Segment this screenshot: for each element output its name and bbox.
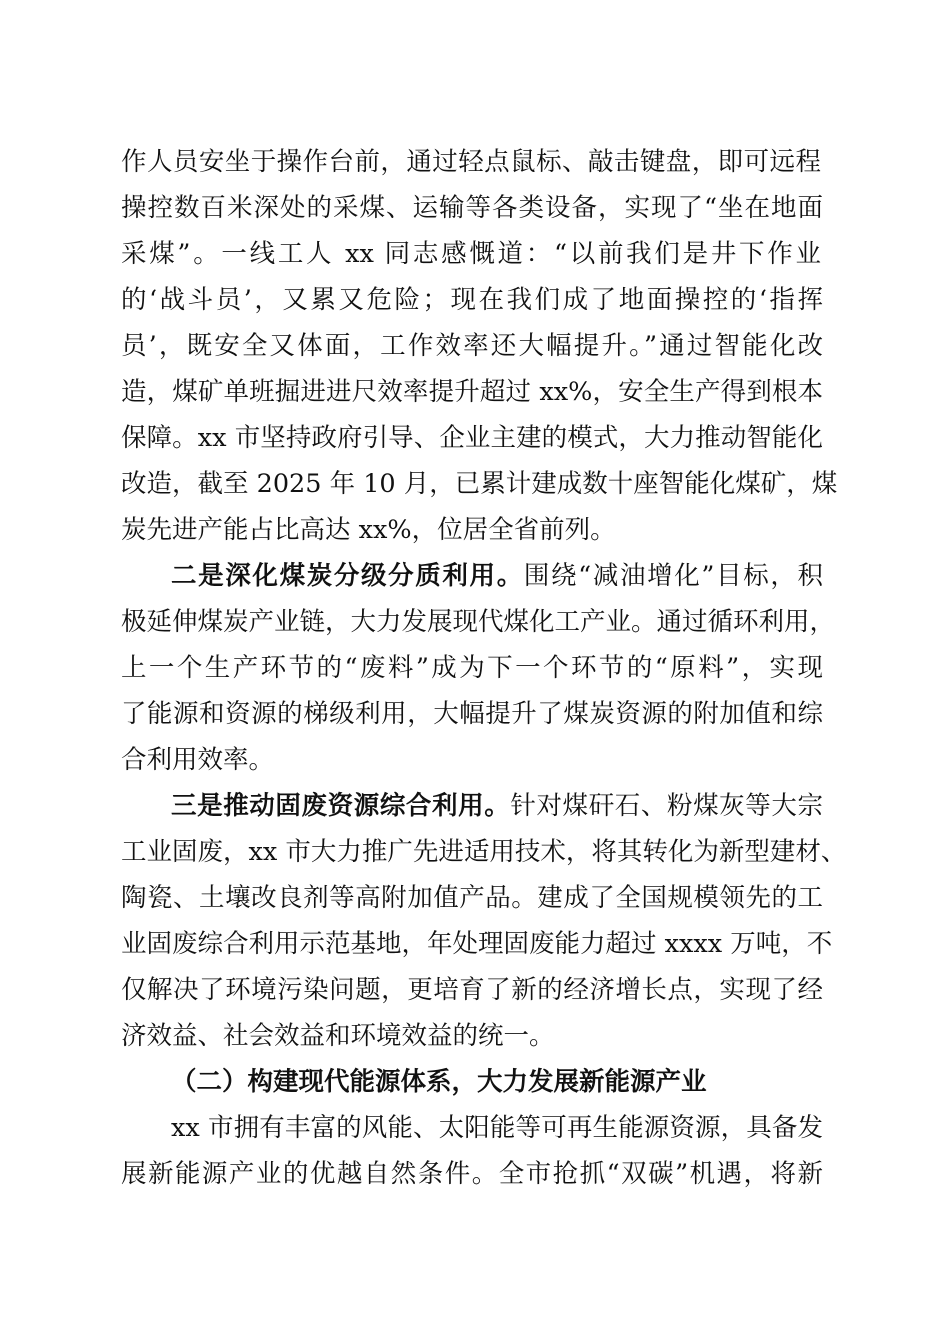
paragraph-line: 保障。xx 市坚持政府引导、企业主建的模式，大力推动智能化 [121, 423, 823, 453]
paragraph-line: 陶瓷、土壤改良剂等高附加值产品。建成了全国规模领先的工 [121, 883, 823, 913]
paragraph-line: 工业固废，xx 市大力推广先进适用技术，将其转化为新型建材、 [121, 837, 847, 867]
paragraph-line: 极延伸煤炭产业链，大力发展现代煤化工产业。通过循环利用， [121, 607, 836, 637]
paragraph-line: 仅解决了环境污染问题，更培育了新的经济增长点，实现了经 [121, 975, 823, 1005]
paragraph-line: 业固废综合利用示范基地，年处理固废能力超过 xxxx 万吨，不 [121, 929, 833, 959]
section-heading: （二）构建现代能源体系，大力发展新能源产业 [171, 1067, 707, 1097]
paragraph-line: 合利用效率。 [121, 745, 275, 775]
paragraph-line: 造，煤矿单班掘进进尺效率提升超过 xx%，安全生产得到根本 [121, 377, 823, 407]
paragraph-lead-heading: 二是深化煤炭分级分质利用。 [171, 561, 524, 591]
paragraph-line: 济效益、社会效益和环境效益的统一。 [121, 1021, 555, 1051]
paragraph-line: 的‘战斗员’，又累又危险；现在我们成了地面操控的‘指挥 [121, 285, 823, 315]
paragraph-text: 围绕“减油增化”目标，积 [523, 561, 823, 591]
paragraph-line: 操控数百米深处的采煤、运输等各类设备，实现了“坐在地面 [121, 193, 823, 223]
paragraph-line: 采煤”。一线工人 xx 同志感慨道：“以前我们是井下作业 [121, 239, 821, 269]
paragraph-line: 炭先进产能占比高达 xx%，位居全省前列。 [121, 515, 616, 545]
paragraph-line: 作人员安坐于操作台前，通过轻点鼠标、敲击键盘，即可远程 [121, 147, 821, 177]
paragraph-line: 展新能源产业的优越自然条件。全市抢抓“双碳”机遇，将新 [121, 1159, 823, 1189]
paragraph-line: 上一个生产环节的“废料”成为下一个环节的“原料”，实现 [121, 653, 823, 683]
paragraph-first-line [171, 551, 823, 601]
paragraph-text: 针对煤矸石、粉煤灰等大宗 [510, 791, 823, 821]
paragraph-line: 员’，既安全又体面，工作效率还大幅提升。”通过智能化改 [121, 331, 823, 361]
paragraph-line: 改造，截至 2025 年 10 月，已累计建成数十座智能化煤矿，煤 [121, 469, 838, 499]
paragraph-first-line [171, 781, 823, 831]
paragraph-lead-heading: 三是推动固废资源综合利用。 [171, 791, 511, 821]
paragraph-line: 了能源和资源的梯级利用，大幅提升了煤炭资源的附加值和综 [121, 699, 823, 729]
paragraph-first-line: xx 市拥有丰富的风能、太阳能等可再生能源资源，具备发 [171, 1113, 823, 1143]
